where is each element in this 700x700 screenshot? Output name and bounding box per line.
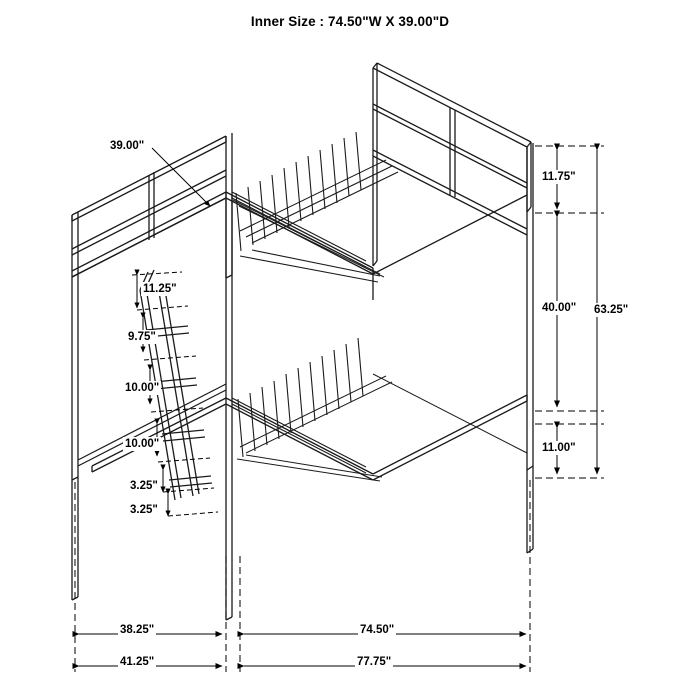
dim-label-overall-height: 63.25" [594, 304, 629, 316]
dim-label-end-width-inner: 38.25" [120, 624, 155, 636]
dim-label-side-length-inner: 74.50" [360, 624, 395, 636]
dim-label-guardrail-height: 11.75" [542, 171, 576, 183]
dim-label-ladder-rung-1: 9.75" [128, 331, 156, 343]
dim-label-ladder-top-gap: 11.25" [143, 283, 177, 295]
dim-label-end-width-outer: 41.25" [120, 656, 155, 668]
dim-label-ladder-rung-4: 3.25" [130, 480, 158, 492]
dim-label-ladder-rung-3: 10.00" [125, 438, 160, 450]
dim-label-side-length-outer: 77.75" [357, 656, 392, 668]
page-title: Inner Size : 74.50"W X 39.00"D [250, 14, 450, 29]
dim-label-depth: 39.00" [110, 140, 145, 152]
dim-label-ladder-rung-2: 10.00" [125, 382, 160, 394]
dim-label-upper-clearance: 40.00" [542, 302, 577, 314]
dim-label-ladder-rung-5: 3.25" [130, 504, 158, 516]
dim-label-lower-clearance: 11.00" [542, 442, 576, 454]
